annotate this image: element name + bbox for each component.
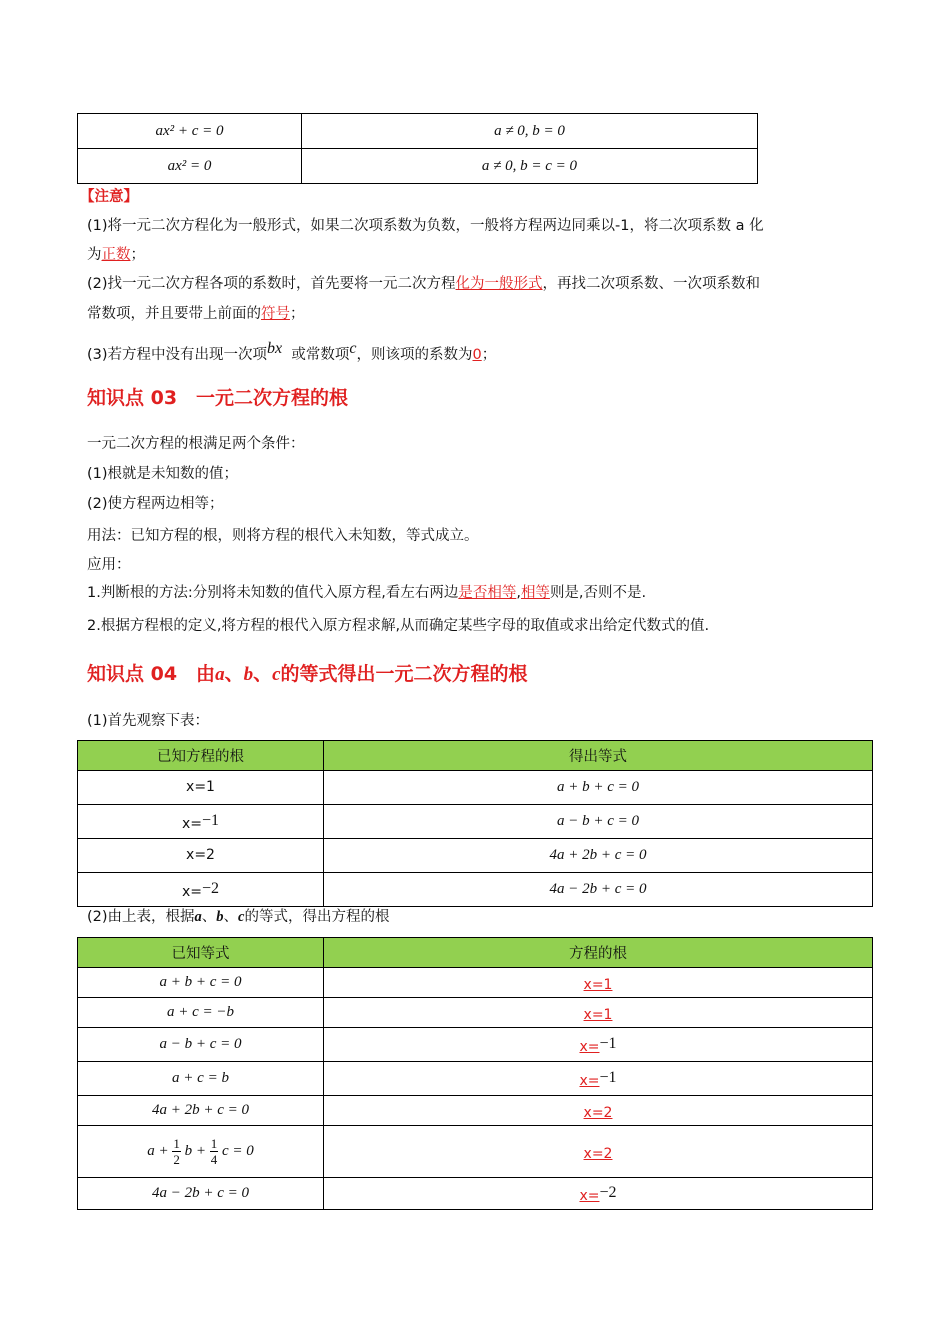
table-row (78, 873, 873, 907)
underlined-answer: 0 (472, 347, 482, 363)
underlined-answer: 符号 (261, 306, 290, 322)
note-title: 【注意】 (80, 189, 138, 205)
equation-cell: ax² + c = 0 (78, 114, 302, 149)
paragraph: (2)使方程两边相等； (87, 496, 224, 512)
equation-cell: a + c = −b (78, 998, 324, 1028)
application-1: 1.判断根的方法:分别将未知数的值代入原方程,看左右两边是否相等,相等则是,否则不是. (87, 585, 647, 601)
table-row (78, 805, 873, 839)
equation-cell: 4a + 2b + c = 0 (78, 1096, 324, 1126)
root-cell: x=−1 (78, 805, 324, 839)
underlined-answer: 相等 (520, 585, 550, 601)
table-row (78, 149, 758, 184)
equation-cell: a − b + c = 0 (78, 1028, 324, 1062)
root-cell: x=−2 (78, 873, 324, 907)
root-cell: x=2 (78, 839, 324, 873)
equation-cell: 4a − 2b + c = 0 (324, 873, 873, 907)
root-cell: x=2 (324, 1096, 873, 1126)
equation-cell: ax² = 0 (78, 149, 302, 184)
table-row (78, 1062, 873, 1096)
underlined-answer: 化为一般形式 (455, 276, 543, 292)
table-row (78, 771, 873, 805)
column-header: 已知等式 (78, 938, 324, 968)
note-paragraph-3: (3)若方程中没有出现一次项bx 或常数项c，则该项的系数为0； (87, 340, 497, 363)
column-header: 方程的根 (324, 938, 873, 968)
paragraph: (1)首先观察下表： (87, 713, 210, 729)
table-row (78, 1096, 873, 1126)
root-cell: x=−2 (324, 1178, 873, 1210)
root-cell: x=2 (324, 1126, 873, 1178)
root-to-equation-table (77, 740, 873, 907)
equation-cell: a + $\frac{1}{2}$ b + $\frac{1}{4}$ c = 0 (78, 1126, 324, 1178)
note-paragraph-2b: 常数项，并且要带上前面的符号； (87, 306, 305, 322)
equation-cell: 4a − 2b + c = 0 (78, 1178, 324, 1210)
underlined-answer: 正数 (101, 247, 131, 263)
table-row (78, 114, 758, 149)
application-2: 2.根据方程根的定义,将方程的根代入原方程求解,从而确定某些字母的取值或求出给定代数式的值. (87, 618, 710, 634)
root-cell: x=1 (324, 968, 873, 998)
note-paragraph-1a: (1)将一元二次方程化为一般形式，如果二次项系数为负数，一般将方程两边同乘以-1，将二次项系数 a 化 (87, 218, 764, 234)
fraction: $\frac{1}{2}$ (173, 1136, 180, 1167)
equation-cell: 4a + 2b + c = 0 (324, 839, 873, 873)
table-row (78, 1178, 873, 1210)
equation-cell: a + b + c = 0 (324, 771, 873, 805)
equation-to-root-table (77, 937, 873, 1210)
note-paragraph-1b: 为正数； (87, 247, 145, 263)
fraction: $\frac{1}{4}$ (210, 1136, 218, 1167)
paragraph: (1)根就是未知数的值； (87, 466, 239, 482)
condition-cell: a ≠ 0, b = 0 (302, 114, 758, 149)
underlined-answer: 是否相等 (458, 585, 517, 601)
table-header-row (78, 938, 873, 968)
table-row (78, 1028, 873, 1062)
root-cell: x=−1 (324, 1062, 873, 1096)
condition-cell: a ≠ 0, b = c = 0 (302, 149, 758, 184)
equation-cell: a + b + c = 0 (78, 968, 324, 998)
table-row (78, 968, 873, 998)
equation-cell: a − b + c = 0 (324, 805, 873, 839)
root-cell: x=−1 (324, 1028, 873, 1062)
paragraph: 用法：已知方程的根，则将方程的根代入未知数，等式成立。 (87, 528, 479, 544)
root-cell: x=1 (78, 771, 324, 805)
table-row (78, 998, 873, 1028)
paragraph: 应用： (87, 557, 131, 573)
note-paragraph-2a: (2)找一元二次方程各项的系数时，首先要将一元二次方程化为一般形式，再找二次项系数、一次项系数和 (87, 276, 761, 292)
paragraph: 一元二次方程的根满足两个条件： (87, 436, 305, 452)
table-row (78, 839, 873, 873)
equation-cell: a + c = b (78, 1062, 324, 1096)
section-heading-03: 知识点 03 一元二次方程的根 (87, 387, 349, 409)
section-heading-04: 知识点 04 由a、b、c的等式得出一元二次方程的根 (87, 663, 528, 685)
column-header: 已知方程的根 (78, 741, 324, 771)
table-header-row (78, 741, 873, 771)
column-header: 得出等式 (324, 741, 873, 771)
root-cell: x=1 (324, 998, 873, 1028)
coefficient-form-table (77, 113, 758, 184)
table-row (78, 1126, 873, 1178)
paragraph: (2)由上表，根据a、b、c的等式，得出方程的根 (87, 909, 390, 925)
